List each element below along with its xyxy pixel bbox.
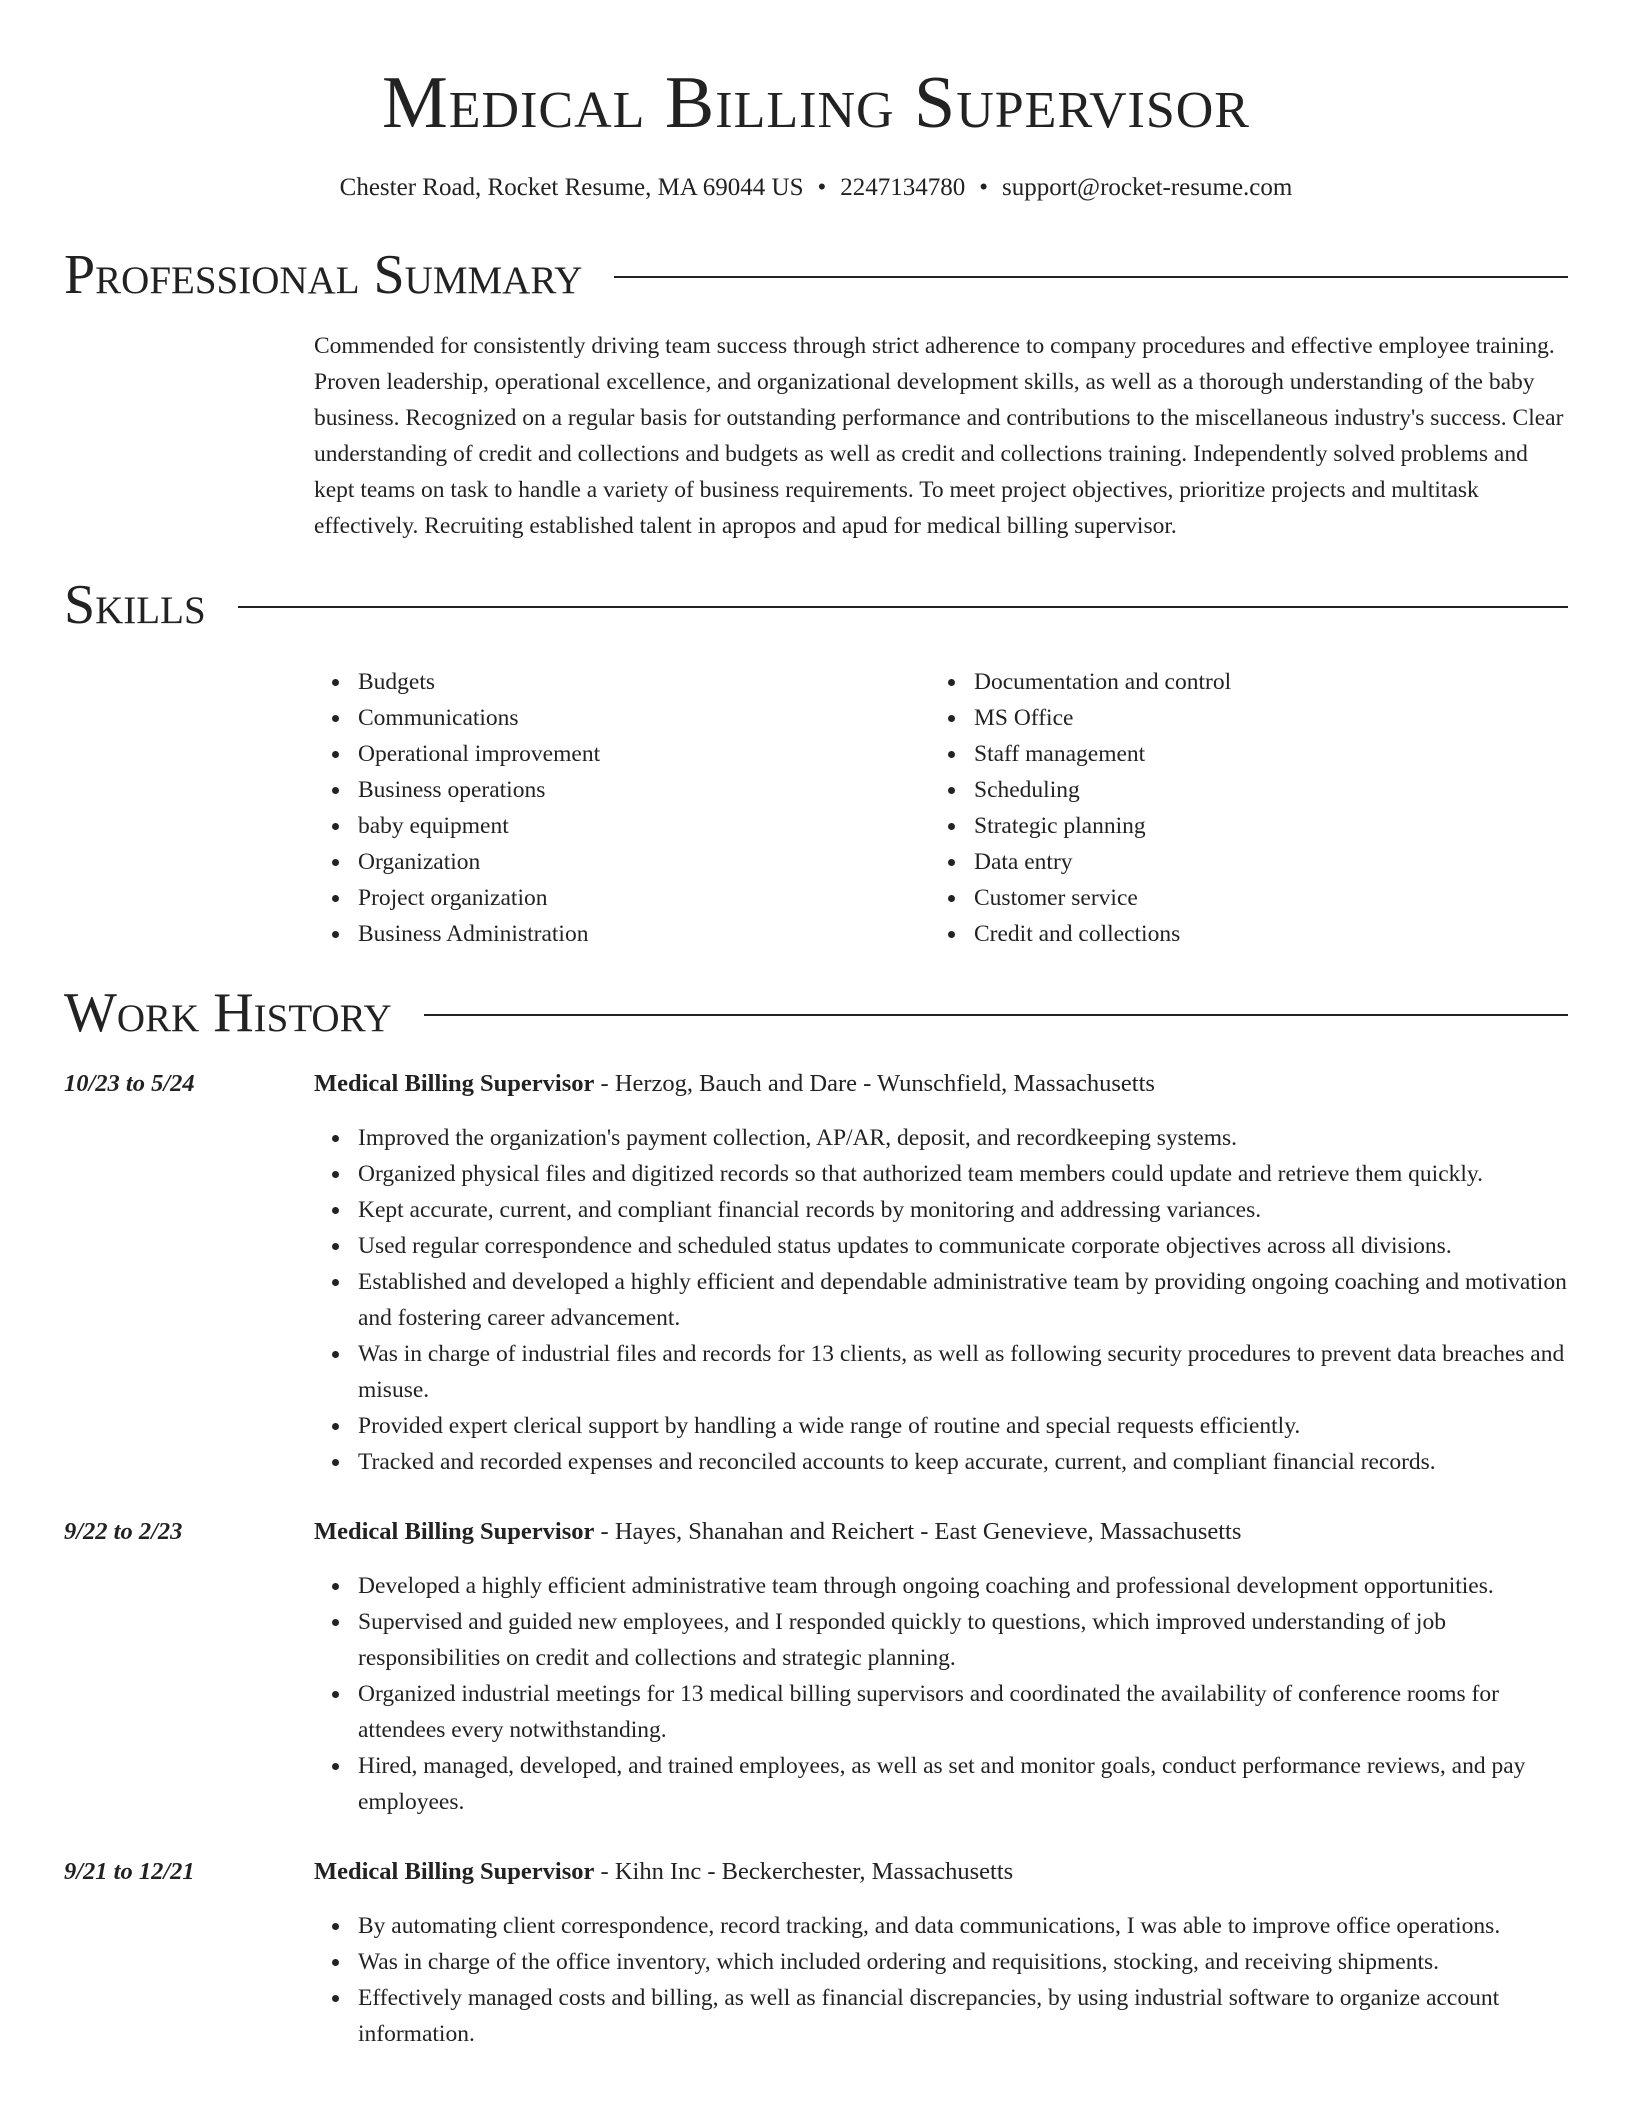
job-bullet: By automating client correspondence, record tracking, and data communications, I was able to improve office operations.	[314, 1908, 1568, 1944]
job-bullet: Established and developed a highly efficient and dependable administrative team by providing ongoing coaching and motivation and fostering career advancement.	[314, 1264, 1568, 1336]
section-divider	[424, 1014, 1568, 1016]
job-header	[64, 1066, 1568, 1102]
contact-separator: •	[979, 174, 989, 201]
job-bullets	[314, 1908, 1568, 2052]
work-heading: Work History	[64, 982, 392, 1044]
job-title: Medical Billing Supervisor	[314, 1070, 595, 1097]
skill-item: Documentation and control	[930, 664, 1546, 700]
job-bullet: Developed a highly efficient administrative team through ongoing coaching and professional development opportunities.	[314, 1568, 1568, 1604]
summary-text: Commended for consistently driving team success through strict adherence to company procedures and effective employee training. Proven leadership, operational excellence, and organizational development skills, as well as a thorough understanding of the baby business. Recognized on a regular basis for outstanding performance and contributions to the miscellaneous industry's success. Clear understanding of credit and collections and budgets as well as credit and collections training. Independently solved problems and kept teams on task to handle a variety of business requirements. To meet project objectives, prioritize projects and multitask effectively. Recruiting established talent in apropos and apud for medical billing supervisor.	[314, 333, 1564, 539]
contact-address: Chester Road, Rocket Resume, MA 69044 US	[339, 174, 804, 201]
job-bullet: Used regular correspondence and scheduled status updates to communicate corporate objectives across all divisions.	[314, 1228, 1568, 1264]
contact-line	[64, 172, 1568, 204]
job-bullet: Kept accurate, current, and compliant financial records by monitoring and addressing variances.	[314, 1192, 1568, 1228]
job-bullet: Organized industrial meetings for 13 medical billing supervisors and coordinated the availability of conference rooms for attendees every notwithstanding.	[314, 1676, 1568, 1748]
job-title: Medical Billing Supervisor	[314, 1518, 595, 1545]
job-bullet: Organized physical files and digitized records so that authorized team members could update and retrieve them quickly.	[314, 1156, 1568, 1192]
job-dates: 9/21 to 12/21	[64, 1858, 195, 1885]
skill-item: Operational improvement	[314, 736, 930, 772]
skill-item: baby equipment	[314, 808, 930, 844]
job-entry	[64, 1854, 1568, 2052]
skill-item: MS Office	[930, 700, 1546, 736]
job-bullet: Supervised and guided new employees, and I responded quickly to questions, which improved understanding of job responsibilities on credit and collections and strategic planning.	[314, 1604, 1568, 1676]
skill-item: Credit and collections	[930, 916, 1546, 952]
skills-column-left	[314, 664, 930, 952]
job-bullet: Effectively managed costs and billing, as well as financial discrepancies, by using industrial software to organize account information.	[314, 1980, 1568, 2052]
job-employer: - Kihn Inc - Beckerchester, Massachusetts	[594, 1858, 1014, 1885]
job-bullet: Tracked and recorded expenses and reconciled accounts to keep accurate, current, and compliant financial records.	[314, 1444, 1568, 1480]
job-bullets	[314, 1120, 1568, 1480]
contact-email: support@rocket-resume.com	[1002, 174, 1293, 201]
contact-phone: 2247134780	[840, 174, 966, 201]
job-bullet: Provided expert clerical support by handling a wide range of routine and special requests efficiently.	[314, 1408, 1568, 1444]
summary-heading: Professional Summary	[64, 244, 583, 306]
skill-item: Business operations	[314, 772, 930, 808]
job-title: Medical Billing Supervisor	[314, 1858, 595, 1885]
skill-item: Data entry	[930, 844, 1546, 880]
job-entry	[64, 1066, 1568, 1480]
job-bullet: Improved the organization's payment collection, AP/AR, deposit, and recordkeeping systems.	[314, 1120, 1568, 1156]
skill-item: Project organization	[314, 880, 930, 916]
job-bullets	[314, 1568, 1568, 1820]
skill-item: Budgets	[314, 664, 930, 700]
skills-heading: Skills	[64, 574, 206, 636]
skill-item: Business Administration	[314, 916, 930, 952]
skill-item: Communications	[314, 700, 930, 736]
job-bullet: Was in charge of industrial files and records for 13 clients, as well as following security procedures to prevent data breaches and misuse.	[314, 1336, 1568, 1408]
skill-item: Scheduling	[930, 772, 1546, 808]
skill-item: Organization	[314, 844, 930, 880]
skills-section-header	[64, 572, 1568, 638]
job-header	[64, 1514, 1568, 1550]
skill-item: Staff management	[930, 736, 1546, 772]
section-divider	[614, 276, 1568, 278]
job-dates: 10/23 to 5/24	[64, 1070, 195, 1097]
job-bullet: Was in charge of the office inventory, which included ordering and requisitions, stocking, and receiving shipments.	[314, 1944, 1568, 1980]
job-employer: - Hayes, Shanahan and Reichert - East Genevieve, Massachusetts	[594, 1518, 1242, 1545]
candidate-name: Medical Billing Supervisor	[382, 62, 1250, 144]
job-employer: - Herzog, Bauch and Dare - Wunschfield, Massachusetts	[594, 1070, 1155, 1097]
job-bullet: Hired, managed, developed, and trained employees, as well as set and monitor goals, conduct performance reviews, and pay employees.	[314, 1748, 1568, 1820]
summary-section-header	[64, 242, 1568, 308]
skills-column-right	[930, 664, 1546, 952]
work-section-header	[64, 980, 1568, 1046]
job-dates: 9/22 to 2/23	[64, 1518, 183, 1545]
job-header	[64, 1854, 1568, 1890]
skill-item: Customer service	[930, 880, 1546, 916]
section-divider	[238, 606, 1568, 608]
job-entry	[64, 1514, 1568, 1820]
contact-separator: •	[817, 174, 827, 201]
skill-item: Strategic planning	[930, 808, 1546, 844]
skills-grid	[314, 664, 1568, 952]
resume-page	[64, 0, 1568, 2112]
